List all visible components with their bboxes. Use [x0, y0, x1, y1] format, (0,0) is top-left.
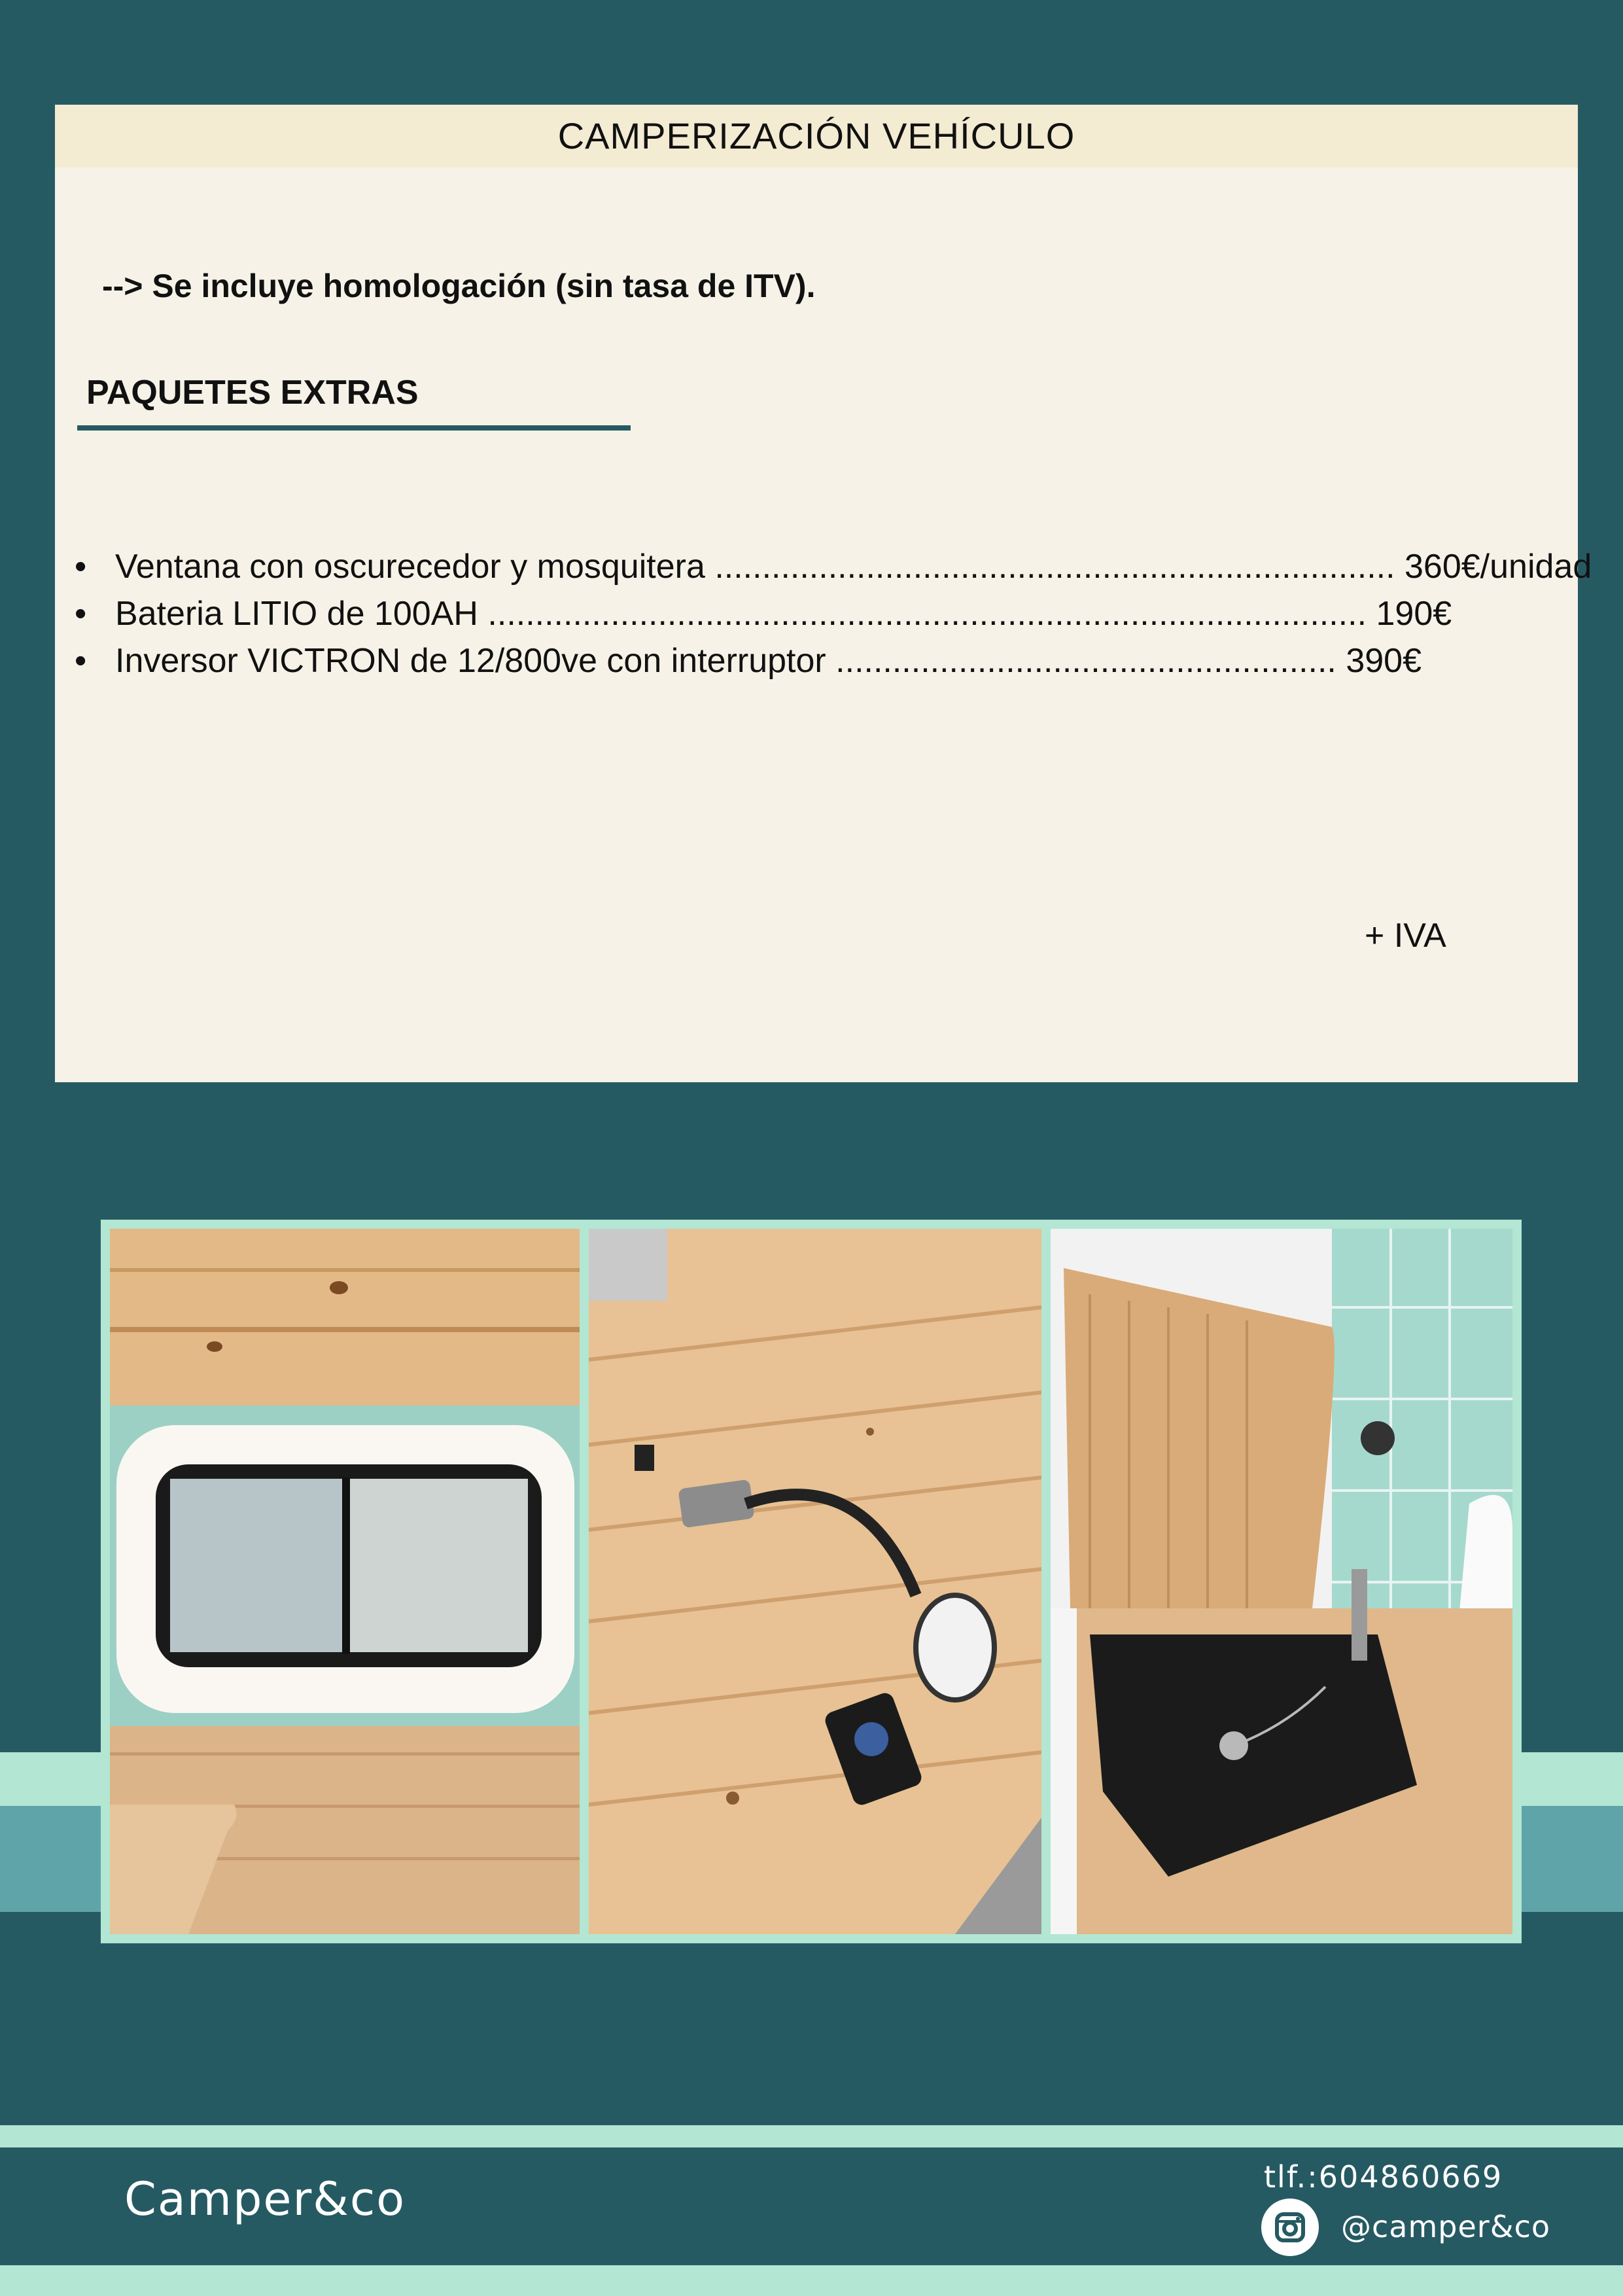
photo-gallery	[101, 1220, 1522, 1943]
window-photo	[110, 1229, 580, 1934]
footer-band	[0, 2265, 1623, 2296]
extra-label: Ventana con oscurecedor y mosquitera	[115, 548, 705, 586]
extra-price: 190€	[1376, 595, 1452, 633]
extra-price: 360€/unidad	[1404, 548, 1592, 586]
sink-photo	[1051, 1229, 1512, 1934]
leader-dots: .....................................................	[835, 642, 1336, 680]
extra-label: Inversor VICTRON de 12/800ve con interruptor	[115, 642, 826, 680]
extra-label: Bateria LITIO de 100AH	[115, 595, 478, 633]
page-title: CAMPERIZACIÓN VEHÍCULO	[55, 105, 1578, 168]
bullet-icon: •	[75, 548, 87, 586]
brand-logo: Camper&co	[124, 2172, 406, 2226]
instagram-handle[interactable]: @camper&co	[1341, 2209, 1551, 2244]
extras-title: PAQUETES EXTRAS	[86, 374, 419, 412]
price-card	[55, 105, 1592, 1082]
leader-dots: ........................................................................	[714, 548, 1395, 586]
bullet-icon: •	[75, 595, 87, 633]
phone-number: tlf.:604860669	[1264, 2159, 1503, 2195]
tax-note: + IVA	[1365, 917, 1446, 955]
bullet-icon: •	[75, 642, 87, 680]
instagram-icon[interactable]	[1261, 2199, 1319, 2256]
section-divider	[77, 425, 631, 431]
footer-band	[0, 2125, 1623, 2147]
extra-price: 390€	[1346, 642, 1422, 680]
homologation-note: --> Se incluye homologación (sin tasa de ITV).	[102, 268, 816, 304]
lamp-photo	[589, 1229, 1041, 1934]
leader-dots: .............................................................................................	[487, 595, 1367, 633]
